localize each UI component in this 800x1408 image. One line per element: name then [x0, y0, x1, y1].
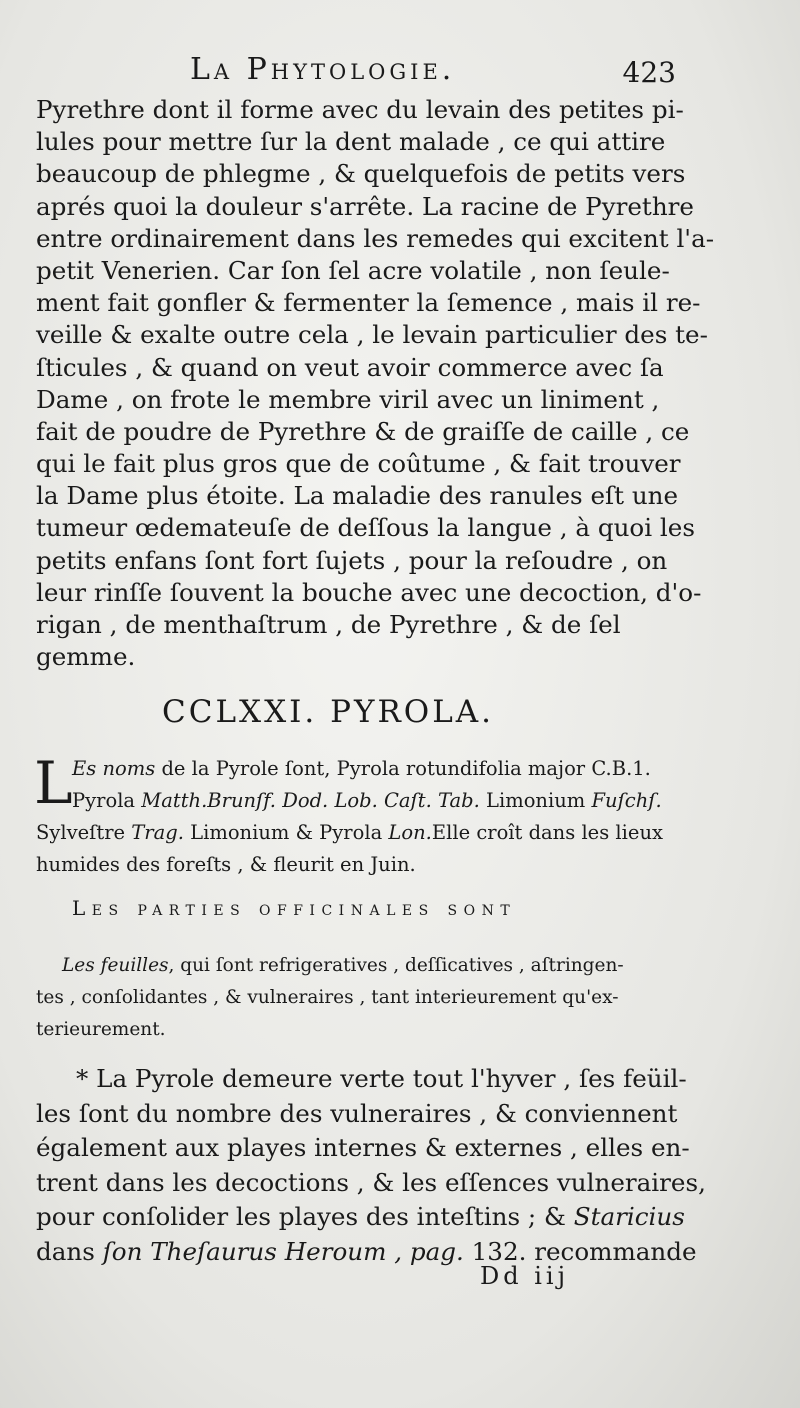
text-run: , qui ſont refrigeratives , deſſicatives , aſtringen- [168, 955, 624, 976]
text-line: Dame , on frote le membre viril avec un liniment , [36, 384, 660, 414]
italic-text: Es noms [72, 757, 156, 780]
text-line: les ſont du nombre des vulneraires , & conviennent [36, 1098, 678, 1128]
text-line [36, 1200, 685, 1235]
italic-text: Matth.Brunſf. Dod. Lob. Caſt. Tab. [141, 789, 480, 812]
officinal-parts-paragraph [36, 950, 682, 1046]
text-line: tumeur œdemateuſe de deſſous la langue , à quoi les [36, 513, 695, 543]
section-heading: CCLXXI. PYROLA. [162, 694, 495, 730]
text-line: petit Venerien. Car ſon ſel acre volatile , non ſeule- [36, 255, 670, 285]
text-run: Limonium [479, 789, 592, 812]
text-line: petits enfans ſont fort ſujets , pour la reſoudre , on [36, 545, 668, 575]
text-line [36, 950, 682, 982]
text-line: terieurement. [36, 1019, 166, 1040]
text-line: entre ordinairement dans les remedes qui excitent l'a- [36, 223, 715, 253]
text-line: * La Pyrole demeure verte tout l'hyver , ſes feüil- [76, 1064, 687, 1093]
text-line [36, 1235, 697, 1270]
page-number: 423 [622, 56, 676, 89]
text-run: Sylveſtre [36, 821, 132, 844]
text-run: Elle croît dans les lieux [431, 821, 663, 844]
text-run: 132. recommande [463, 1236, 697, 1266]
text-line: beaucoup de phlegme , & quelquefois de petits vers [36, 159, 686, 189]
text-line: lules pour mettre ſur la dent malade , ce qui attire [36, 127, 666, 157]
text-line: gemme. [36, 642, 136, 672]
paragraph-pyrole [36, 1062, 706, 1269]
italic-text: Les feuilles [62, 955, 169, 976]
text-line: trent dans les decoctions , & les eſſences vulneraires, [36, 1167, 706, 1197]
italic-text: ſon Theſaurus Heroum , pag. [102, 1236, 464, 1266]
text-run: Pyrola [72, 789, 142, 812]
italic-text: Trag. [131, 821, 184, 844]
text-line: Pyrethre dont il forme avec du levain des petites pi- [36, 95, 684, 124]
text-line: humides des foreſts , & fleurit en Juin. [36, 853, 416, 876]
text-line [36, 785, 682, 817]
text-line: également aux playes internes & externes , elles en- [36, 1133, 690, 1162]
text-line: ſticules , & quand on veut avoir commerce avec ſa [36, 352, 664, 382]
text-line: qui le fait plus gros que de coûtume , & fait trouver [36, 449, 681, 479]
italic-text: Staricius [573, 1202, 685, 1231]
running-header [190, 52, 690, 96]
text-line: fait de poudre de Pyrethre & de graiſſe de caille , ce [36, 416, 690, 446]
subheading: Les parties officinales sont [72, 896, 517, 920]
text-line: aprés quoi la douleur s'arrête. La racine de Pyrethre [36, 191, 694, 221]
text-line: leur rinſſe ſouvent la bouche avec une decoction, d'o- [36, 577, 702, 607]
plant-names-paragraph [34, 749, 682, 881]
running-title: La Phytologie. [190, 52, 456, 87]
text-line: rigan , de menthaſtrum , de Pyrethre , & de ſel [36, 610, 621, 639]
text-line: tes , conſolidantes , & vulneraires , tant interieurement qu'ex- [36, 987, 619, 1008]
text-line: ment fait gonfler & fermenter la ſemence , mais il re- [36, 288, 701, 318]
text-line [36, 817, 682, 849]
text-line: veille & exalte outre cela , le levain particulier des te- [36, 320, 708, 350]
italic-text: Lon. [388, 821, 432, 844]
text-run: dans [36, 1236, 103, 1266]
text-line: la Dame plus étoite. La maladie des ranules eſt une [36, 481, 679, 511]
drop-cap: L [34, 749, 73, 817]
text-run: Limonium & Pyrola [183, 821, 389, 844]
italic-text: Fuſchſ. [591, 789, 662, 812]
text-run: pour conſolider les playes des inteſtins ; & [36, 1202, 574, 1231]
paragraph-pyrethre [36, 94, 715, 673]
text-line [36, 753, 682, 785]
text-run: de la Pyrole ſont, Pyrola rotundifolia major C.B.1. [155, 757, 651, 780]
signature-mark: Dd iij [480, 1262, 570, 1290]
